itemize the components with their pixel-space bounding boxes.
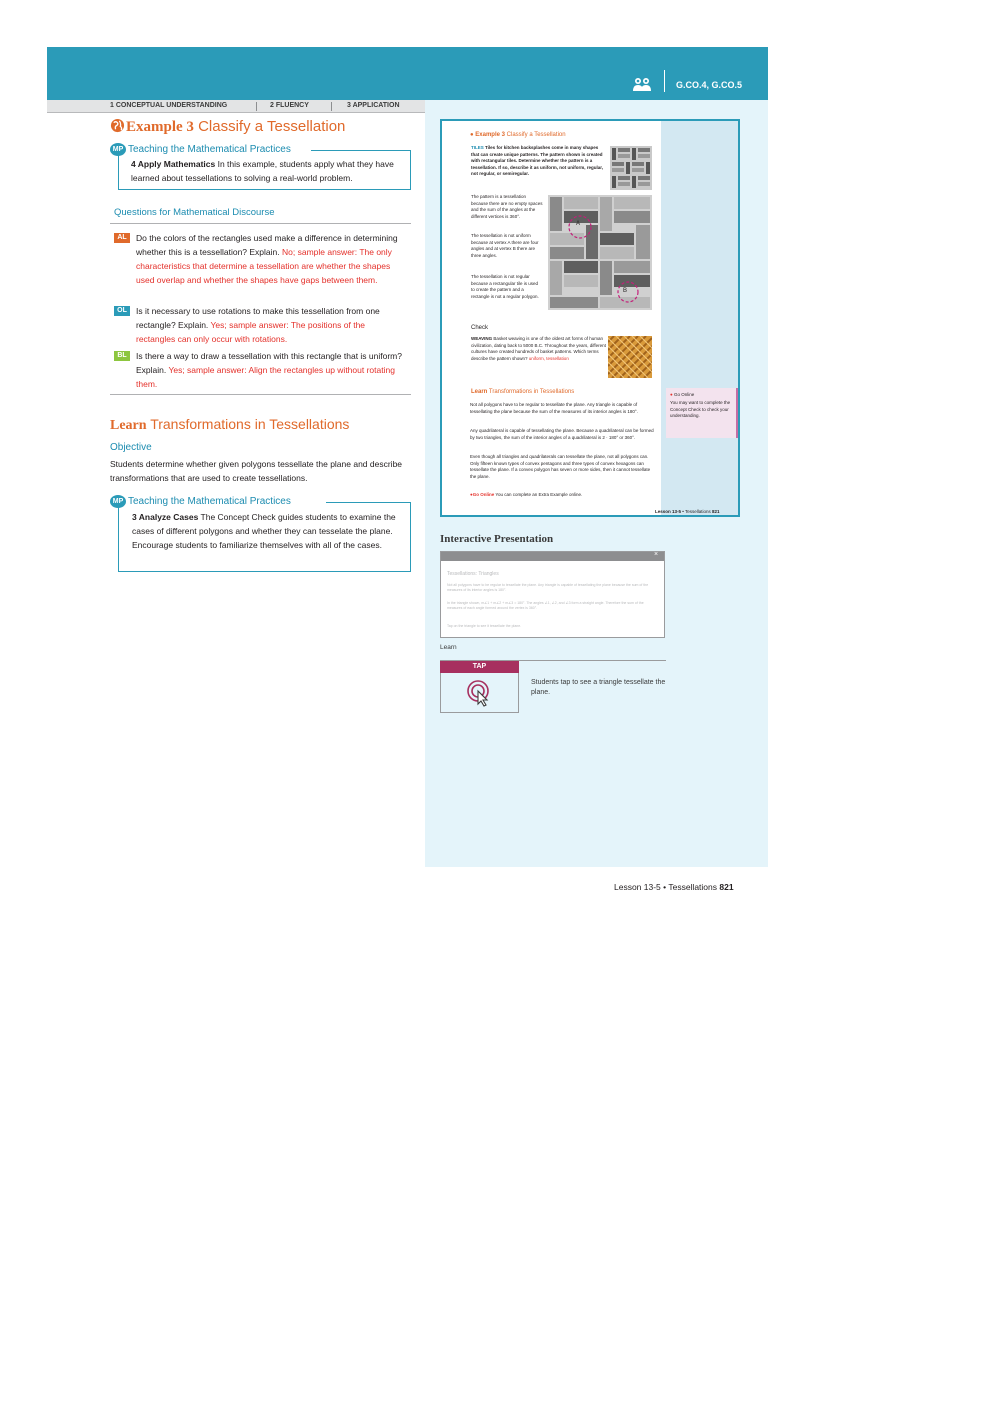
mp-practice-box: 4 Apply Mathematics In this example, students apply what they have learned about tessellations to solving a real-world problem.: [118, 150, 411, 190]
tab-divider: [331, 102, 332, 111]
divider: [110, 394, 411, 395]
objective-text: Students determine whether given polygons tessellate the plane and describe transformations that are used to create tessellations.: [110, 459, 403, 483]
learn-title: Learn Transformations in Tessellations: [110, 416, 350, 433]
thumb-paragraph-2: The tessellation is not uniform because at vertex A there are four angles and at vertex B there are three angles.: [471, 233, 539, 258]
tile-pattern-small-image: [610, 146, 652, 190]
sidebar-go-online: ● Go Online: [670, 392, 695, 397]
basket-weave-image: [608, 336, 652, 378]
mp-practice-box: 3 Analyze Cases The Concept Check guides students to examine the cases of different polygons and whether they can tesselate the plane. Encourage students to familiarize themselves with all of the cases.: [118, 502, 411, 572]
tab-fluency[interactable]: 2 FLUENCY: [270, 102, 309, 109]
tap-icon[interactable]: [466, 679, 493, 707]
thumb-learn-paragraph-3: Even though all triangles and quadrilaterals can tessellate the plane, not all polygons can. Only fifteen known types of convex pentagons and three types of convex hexagons can tessellate the plane. If a convex polygon has seven or more sides, then it cannot tessellate the plane.: [470, 454, 651, 479]
thumb-paragraph-3: The tessellation is not regular because a rectangular tile is used to create the pattern and a rectangle is not a regular polygon.: [471, 274, 539, 299]
close-icon[interactable]: ×: [654, 551, 659, 558]
thumb-learn-title: Learn Transformations in Tessellations: [471, 389, 575, 395]
interactive-learn-label: Learn: [440, 644, 457, 651]
level-badge-ol: OL: [114, 306, 130, 316]
globe-icon: ●: [470, 132, 474, 138]
tap-label: TAP: [440, 661, 519, 673]
interactive-screen-line-2: In the triangle shown, m∠1 + m∠2 + m∠3 = 180°. The angles ∠1, ∠2, and ∠3 form a straight angle. Therefore the sum of the measures of each angle formed around the vertex is 360°.: [447, 601, 644, 610]
tile-pattern-large-image: [548, 195, 652, 310]
thumb-check-heading: Check: [471, 325, 489, 331]
interactive-screen-line-3: Tap on the triangle to see it tessellate the plane.: [447, 624, 522, 628]
discourse-question-ol: Is it necessary to use rotations to make this tessellation from one rectangle? Explain. Yes; sample answer: The positions of the rectangles can only occur with rotations.: [136, 306, 380, 344]
go-online-icon: ●: [470, 492, 473, 497]
thumb-footer: Lesson 13-5 • Tessellations 821: [655, 509, 720, 514]
thumb-go-online: ●Go Online You can complete an Extra Example online.: [470, 492, 583, 497]
discourse-question-bl: Is there a way to draw a tessellation with this rectangle that is uniform? Explain. Yes; sample answer: Align the rectangles up without rotating them.: [136, 351, 402, 389]
example-title: [110, 118, 345, 136]
standards-label: G.CO.4, G.CO.5: [676, 80, 743, 90]
interactive-screen-title: Tessellations: Triangles: [447, 571, 499, 577]
tab-application[interactable]: 3 APPLICATION: [347, 102, 400, 109]
discourse-heading: Questions for Mathematical Discourse: [114, 207, 275, 218]
example-heading: Classify a Tessellation: [198, 118, 346, 135]
divider: [110, 223, 411, 224]
thumb-learn-paragraph-2: Any quadrilateral is capable of tessellating the plane. Because a quadrilateral can be formed by two triangles, the sum of the interior angles of a quadrilateral is 2 · 180° or 360°.: [470, 428, 654, 440]
go-online-icon: ●: [670, 392, 673, 397]
example-label: Example 3: [126, 119, 194, 135]
globe-icon: [110, 118, 125, 133]
page-number: 821: [719, 882, 734, 892]
thumb-example-title: ● Example 3 Classify a Tessellation: [470, 132, 566, 138]
header-band: [47, 47, 768, 100]
vertex-a-label: A: [576, 221, 581, 227]
thumb-tiles-prompt: TILES Tiles for kitchen backsplashes come in many shapes that can create unique patterns. The pattern shown is created with rectangular tiles. Determine whether the pattern is a tessellation. If so, describe it as uniform, not uniform, regular, not regular, or semiregular.: [471, 145, 604, 176]
thumb-check-text: WEAVING Basket weaving is one of the oldest art forms of human civilization, dating back to 5000 B.C. Throughout the years, different cultures have created hundreds of basket patterns. Which terms describe the pattern shown? uniform, tessellation: [471, 336, 606, 361]
student-page-sidebar: [661, 121, 738, 515]
level-badge-al: AL: [114, 233, 130, 243]
sidebar-go-online-text: You may want to complete the Concept Check to check your understanding.: [670, 400, 731, 418]
objective-heading: Objective: [110, 442, 152, 453]
mp-badge-icon: MP: [110, 143, 126, 156]
tab-conceptual-understanding[interactable]: 1 CONCEPTUAL UNDERSTANDING: [110, 102, 228, 109]
interactive-titlebar: [441, 552, 664, 561]
mp-heading: MP Teaching the Mathematical Practices: [110, 495, 291, 508]
page-footer: Lesson 13-5 • Tessellations 821: [614, 882, 734, 892]
discourse-question-al: Do the colors of the rectangles used make a difference in determining whether this is a tessellation? Explain. No; sample answer: The only characteristics that determine a tessellation are whether the shapes used overlap and whether the shapes have gaps between them.: [136, 233, 398, 285]
tab-divider: [256, 102, 257, 111]
mp-heading: MP Teaching the Mathematical Practices: [110, 143, 291, 156]
group-collaboration-icon: [633, 77, 651, 91]
mp-badge-icon: MP: [110, 495, 126, 508]
thumb-learn-paragraph-1: Not all polygons have to be regular to tessellate the plane. Any triangle is capable of tessellating the plane because the sum of the measures of its interior angles is 180°.: [470, 402, 638, 414]
header-separator: [664, 70, 665, 92]
interactive-presentation-heading: Interactive Presentation: [440, 533, 554, 545]
thumb-paragraph-1: The pattern is a tessellation because there are no empty spaces and the sum of the angles at the different vertices is 360°.: [471, 194, 543, 219]
interactive-screen-line-1: Not all polygons have to be regular to tessellate the plane. Any triangle is capable of tessellating the plane because the sum of the measures of its interior angles is 180°.: [447, 583, 649, 592]
lesson-phase-tabs: [47, 100, 425, 113]
tap-description: Students tap to see a triangle tessellate the plane.: [531, 679, 666, 696]
level-badge-bl: BL: [114, 351, 130, 361]
vertex-b-label: B: [623, 288, 628, 294]
